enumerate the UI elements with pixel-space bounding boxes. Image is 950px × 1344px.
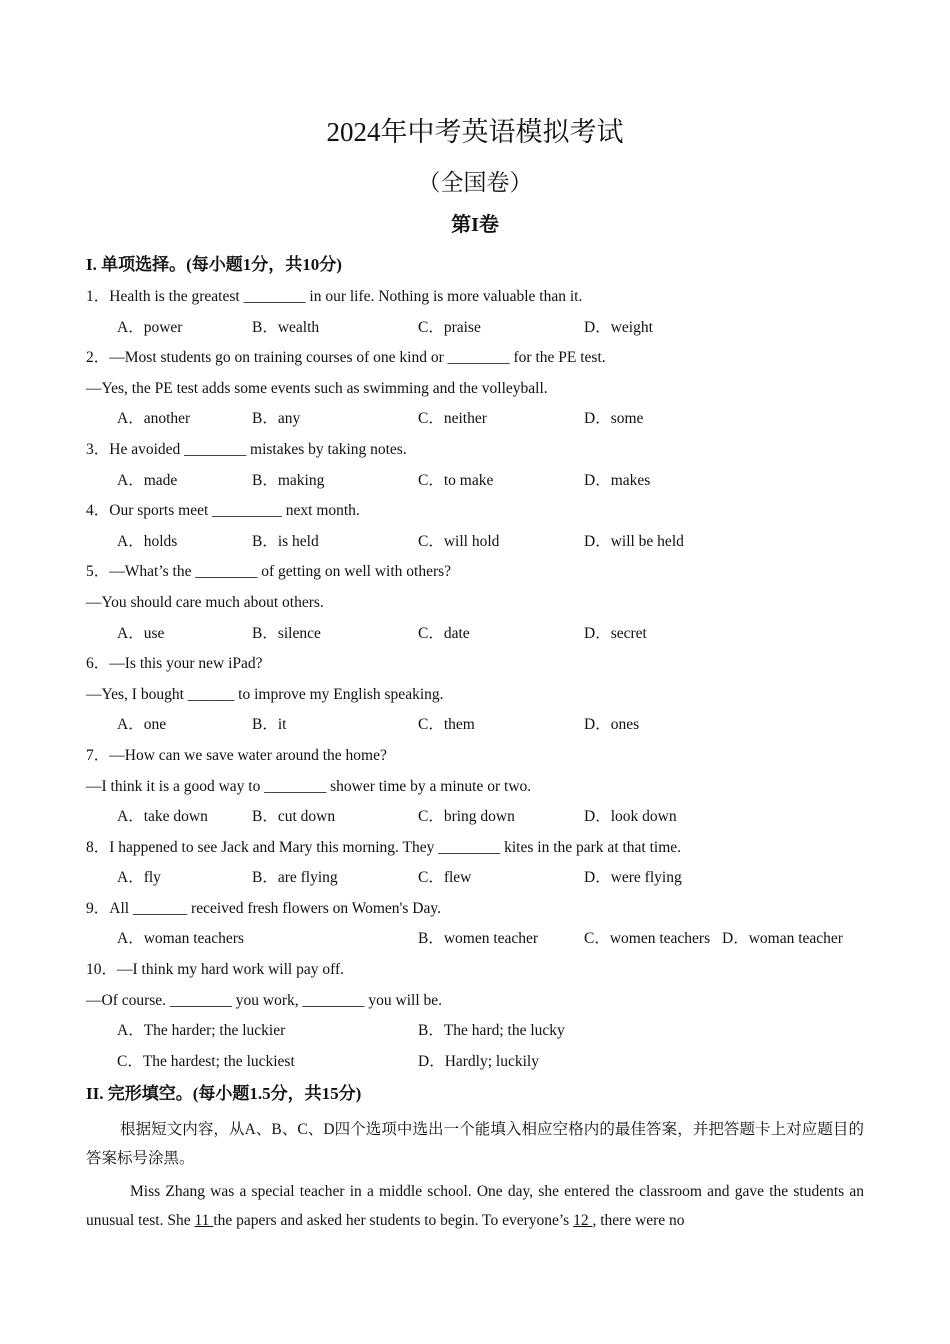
- options-2: [86, 404, 864, 435]
- option-a: A．made: [117, 471, 178, 489]
- passage-text: , there were no: [592, 1212, 685, 1230]
- options-5: [86, 619, 864, 650]
- option-b: B．The hard; the lucky: [418, 1022, 565, 1040]
- question-10-reply: —Of course. ________ you work, ________ you will be.: [86, 991, 443, 1009]
- question-7: 7．—How can we save water around the home?: [86, 746, 387, 764]
- volume-heading: 第I卷: [451, 214, 499, 236]
- option-d: D．Hardly; luckily: [418, 1052, 539, 1070]
- section2-instruction: 根据短文内容，从A、B、C、D四个选项中选出一个能填入相应空格内的最佳答案，并把答题卡上对应题目的答案标号涂黑。: [86, 1121, 864, 1168]
- option-c: C．neither: [418, 410, 487, 428]
- option-b: B．are flying: [252, 869, 338, 887]
- option-b: B．wealth: [252, 318, 320, 336]
- option-a: A．The harder; the luckier: [117, 1022, 286, 1040]
- option-b: B．it: [252, 716, 287, 734]
- blank-11: 11: [194, 1212, 214, 1230]
- question-9: 9．All _______ received fresh flowers on Women's Day.: [86, 899, 441, 917]
- question-10: 10．—I think my hard work will pay off.: [86, 961, 345, 979]
- question-8: 8．I happened to see Jack and Mary this morning. They ________ kites in the park at that time.: [86, 838, 682, 856]
- option-c: C．The hardest; the luckiest: [117, 1052, 295, 1070]
- question-7-reply: —I think it is a good way to ________ shower time by a minute or two.: [86, 777, 532, 795]
- option-c: C．bring down: [418, 808, 515, 826]
- option-a: A．power: [117, 318, 183, 336]
- section2-heading: II. 完形填空。(每小题1.5分，共15分): [86, 1084, 362, 1104]
- passage-text: the papers and asked her students to begin. To everyone’s: [213, 1212, 574, 1230]
- question-4: 4．Our sports meet _________ next month.: [86, 502, 360, 520]
- options-9: [86, 924, 864, 955]
- page-title: 2024年中考英语模拟考试: [326, 117, 624, 147]
- exam-content: [86, 248, 864, 1235]
- option-d: D．secret: [584, 624, 647, 642]
- option-b: B．is held: [252, 532, 319, 550]
- options-4: [86, 527, 864, 558]
- option-a: A．fly: [117, 869, 161, 887]
- option-d: D．weight: [584, 318, 653, 336]
- option-a: A．holds: [117, 532, 178, 550]
- question-2: 2．—Most students go on training courses of one kind or ________ for the PE test.: [86, 349, 606, 367]
- option-b: B．silence: [252, 624, 321, 642]
- options-10-row1: [86, 1016, 864, 1047]
- options-7: [86, 802, 864, 833]
- option-a: A．use: [117, 624, 165, 642]
- option-d: D．ones: [584, 716, 640, 734]
- option-c: C．flew: [418, 869, 472, 887]
- option-c: C．praise: [418, 318, 481, 336]
- option-b: B．making: [252, 471, 325, 489]
- option-c: C．will hold: [418, 532, 500, 550]
- option-a: A．another: [117, 410, 191, 428]
- options-8: [86, 863, 864, 894]
- option-a: A．take down: [117, 808, 208, 826]
- option-d: D．were flying: [584, 869, 682, 887]
- page-subtitle: （全国卷）: [417, 170, 533, 195]
- option-b: B．women teacher: [418, 930, 539, 948]
- question-5: 5．—What’s the ________ of getting on well with others?: [86, 563, 452, 581]
- option-b: B．any: [252, 410, 301, 428]
- option-d: D．woman teacher: [722, 930, 843, 948]
- question-5-reply: —You should care much about others.: [86, 593, 324, 611]
- option-c: C．women teachers: [584, 930, 711, 948]
- option-d: D．some: [584, 410, 644, 428]
- question-6: 6．—Is this your new iPad?: [86, 655, 263, 673]
- cloze-passage: [86, 1177, 864, 1235]
- option-a: A．woman teachers: [117, 930, 244, 948]
- section1-heading: I. 单项选择。(每小题1分，共10分): [86, 255, 342, 274]
- options-6: [86, 710, 864, 741]
- option-c: C．them: [418, 716, 475, 734]
- options-1: [86, 313, 864, 344]
- passage-text: Miss Zhang was a special teacher in a middle school. One day, she entered the classroom and gave the students an unusual test. She: [86, 1183, 864, 1230]
- option-c: C．to make: [418, 471, 494, 489]
- blank-12: 12: [573, 1212, 593, 1230]
- options-10-row2: [86, 1047, 864, 1078]
- options-3: [86, 466, 864, 497]
- option-a: A．one: [117, 716, 167, 734]
- option-b: B．cut down: [252, 808, 336, 826]
- question-1: 1．Health is the greatest ________ in our life. Nothing is more valuable than it.: [86, 288, 583, 305]
- option-d: D．makes: [584, 471, 651, 489]
- question-6-reply: —Yes, I bought ______ to improve my English speaking.: [86, 685, 444, 703]
- option-d: D．look down: [584, 808, 677, 826]
- question-2-reply: —Yes, the PE test adds some events such as swimming and the volleyball.: [86, 379, 548, 397]
- option-c: C．date: [418, 624, 470, 642]
- question-3: 3．He avoided ________ mistakes by taking notes.: [86, 440, 407, 458]
- option-d: D．will be held: [584, 532, 684, 550]
